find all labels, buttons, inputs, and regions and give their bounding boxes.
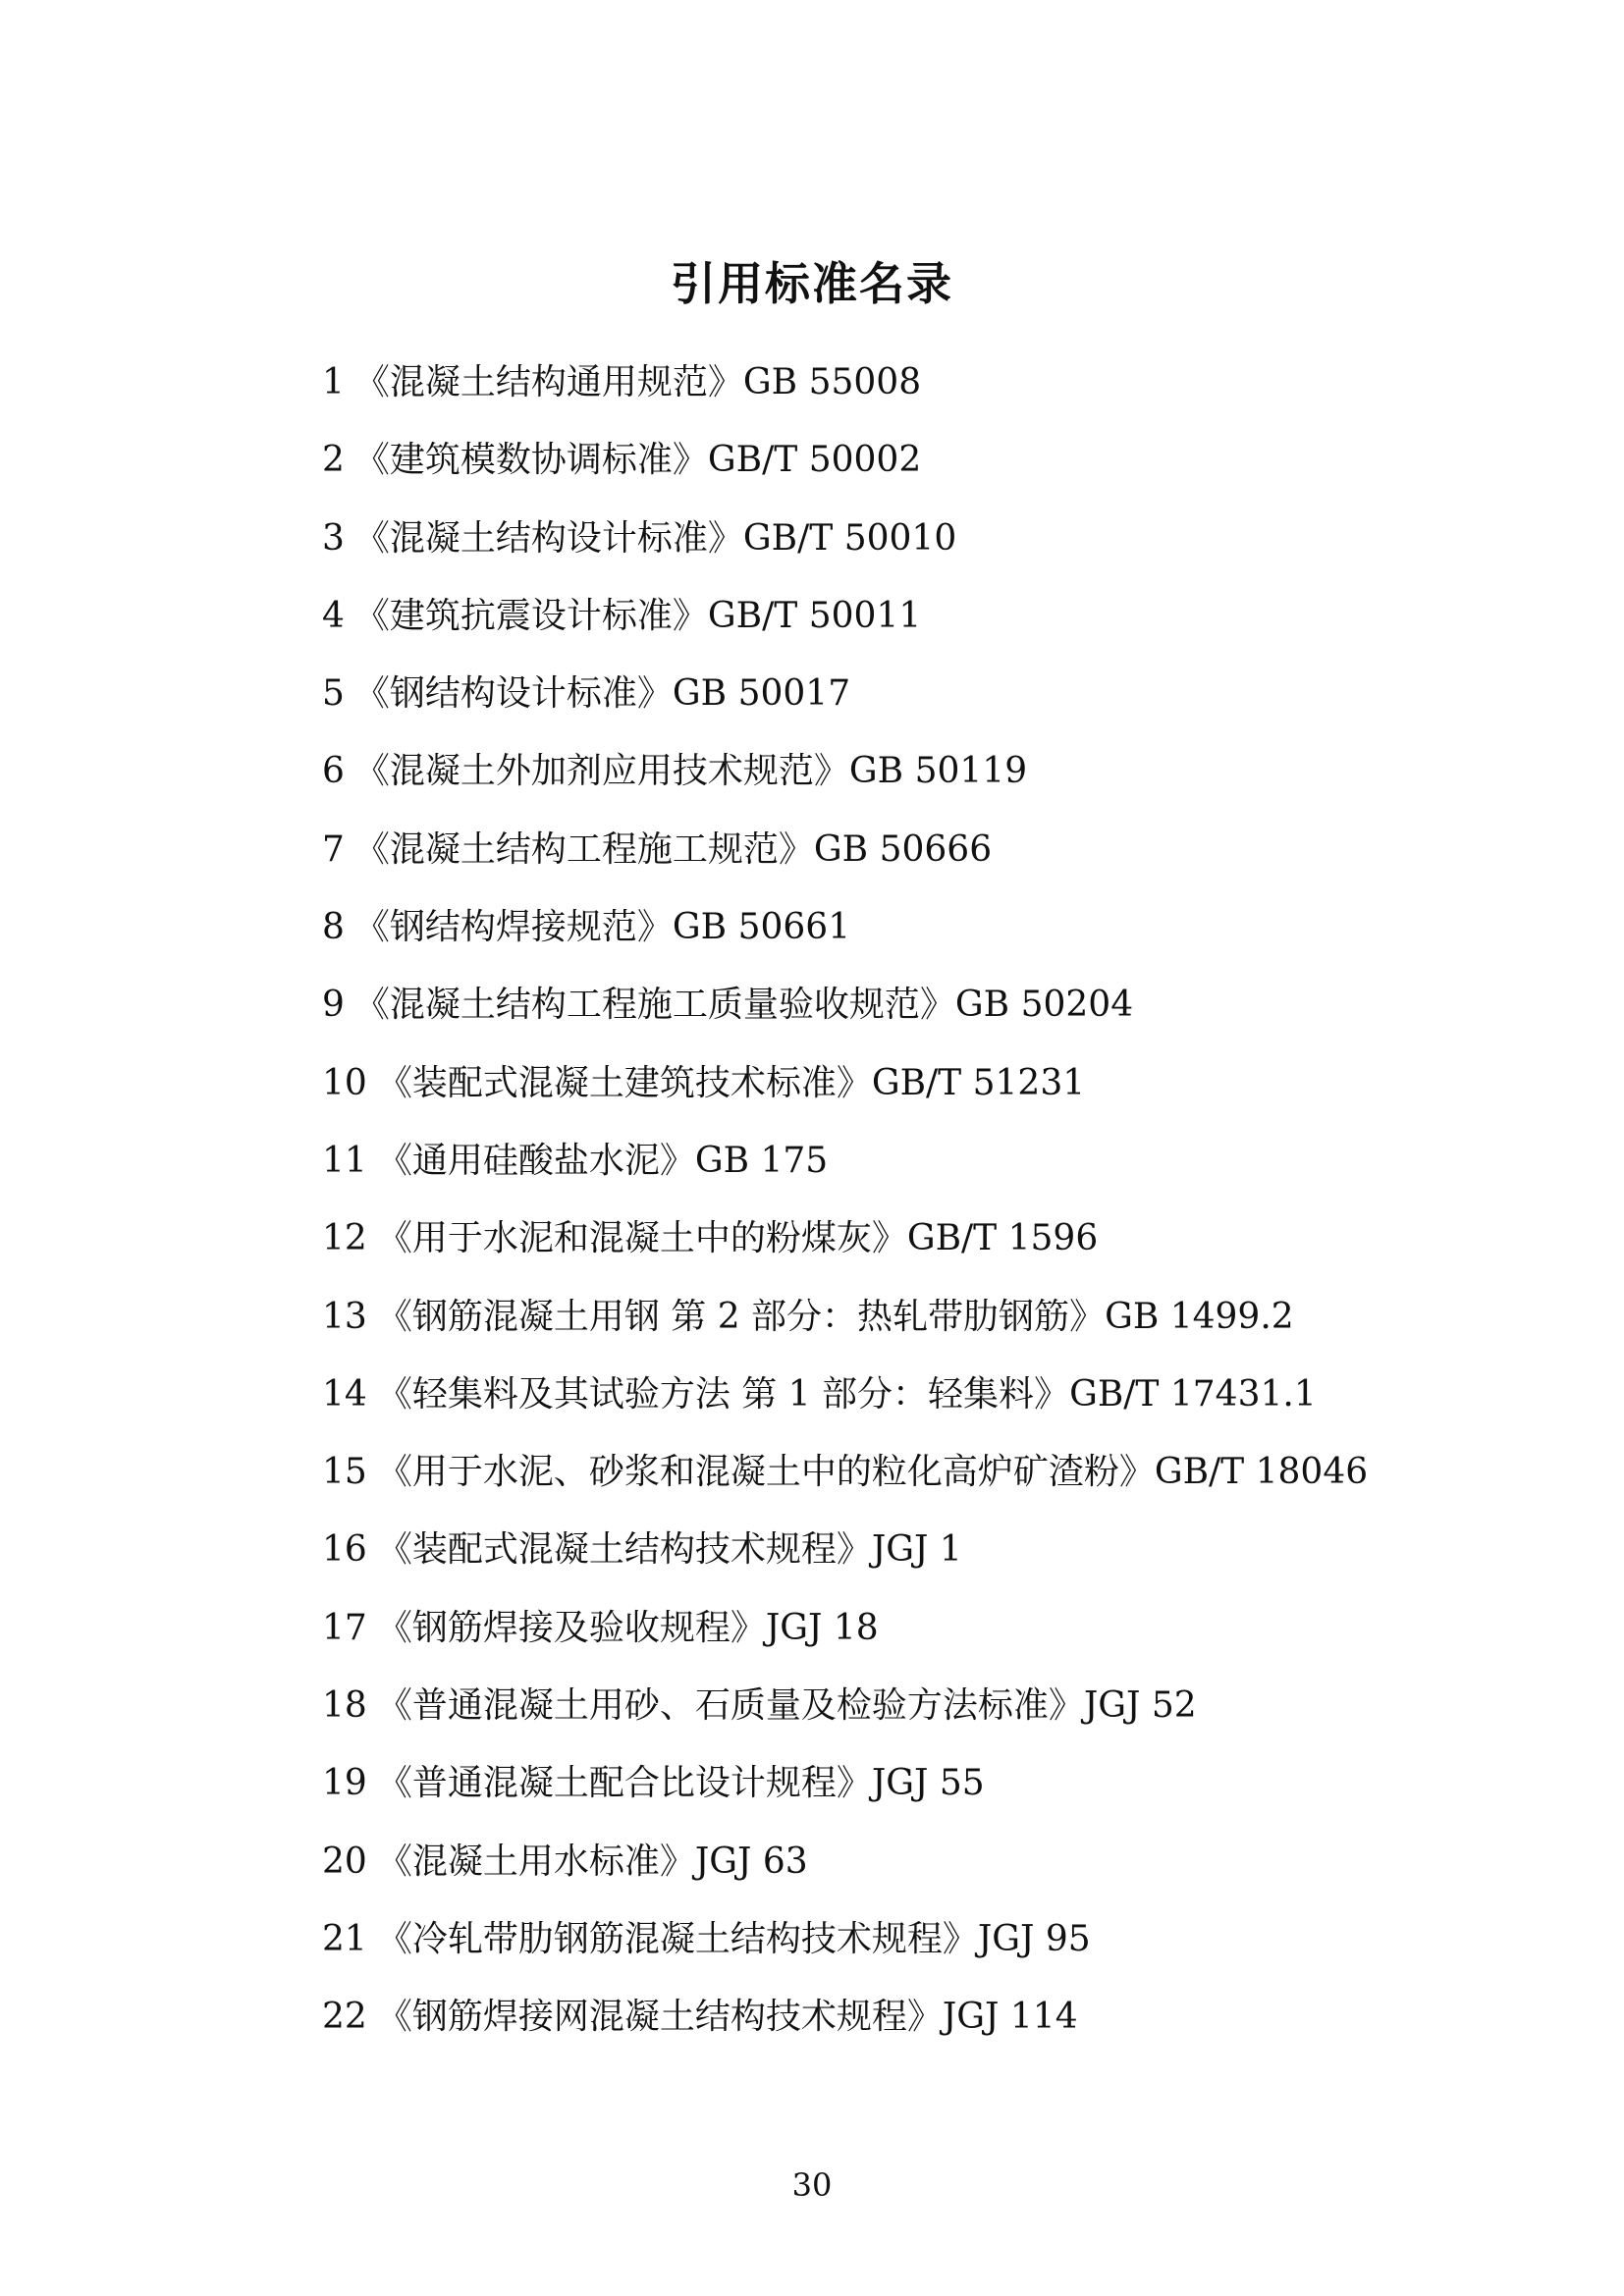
standard-title: 《用于水泥、砂浆和混凝土中的粒化高炉矿渣粉》 (376, 1452, 1155, 1493)
standard-code: GB 50017 (672, 673, 851, 715)
item-number: 17 (322, 1607, 367, 1648)
standard-code: GB/T 50002 (707, 440, 922, 481)
reference-list (322, 357, 1451, 2070)
item-number: 3 (322, 517, 345, 559)
list-item (322, 902, 1451, 980)
list-item (322, 980, 1451, 1057)
list-item (322, 1369, 1451, 1447)
item-number: 15 (322, 1452, 367, 1493)
item-number: 22 (322, 1997, 367, 2038)
standard-code: GB/T 1596 (906, 1218, 1099, 1259)
item-number: 6 (322, 751, 345, 792)
standard-title: 《钢结构设计标准》 (353, 673, 673, 715)
item-number: 2 (322, 440, 345, 481)
standard-title: 《钢结构焊接规范》 (353, 907, 673, 948)
list-item (322, 1524, 1451, 1602)
standard-title: 《轻集料及其试验方法 第 1 部分：轻集料》 (376, 1373, 1070, 1415)
item-number: 19 (322, 1763, 367, 1804)
standard-title: 《混凝土结构工程施工规范》 (353, 828, 814, 870)
list-item (322, 513, 1451, 591)
item-number: 21 (322, 1918, 367, 1959)
standard-title: 《普通混凝土配合比设计规程》 (376, 1763, 872, 1804)
list-item (322, 668, 1451, 746)
page-number: 30 (791, 2166, 833, 2204)
list-item (322, 1603, 1451, 1681)
standard-code: GB 175 (694, 1140, 829, 1181)
standard-code: GB/T 50010 (742, 517, 957, 559)
standard-code: GB/T 18046 (1154, 1452, 1369, 1493)
item-number: 20 (322, 1841, 367, 1882)
list-item (322, 1837, 1451, 1914)
item-number: 13 (322, 1296, 367, 1337)
list-item (322, 1681, 1451, 1758)
item-number: 16 (322, 1529, 367, 1571)
list-item (322, 435, 1451, 512)
standard-title: 《钢筋焊接网混凝土结构技术规程》 (376, 1997, 943, 2038)
standard-code: GB 50661 (672, 907, 851, 948)
item-number: 7 (322, 828, 345, 870)
standard-title: 《混凝土结构设计标准》 (353, 517, 743, 559)
standard-code: GB/T 50011 (707, 595, 922, 636)
standard-code: JGJ 52 (1083, 1685, 1197, 1727)
item-number: 11 (322, 1140, 367, 1181)
standard-code: JGJ 95 (977, 1918, 1091, 1959)
standard-code: GB 55008 (742, 362, 922, 402)
standard-title: 《装配式混凝土建筑技术标准》 (376, 1062, 872, 1103)
standard-title: 《混凝土结构通用规范》 (353, 362, 743, 402)
standard-code: GB/T 51231 (871, 1062, 1086, 1103)
standard-code: JGJ 1 (871, 1529, 962, 1571)
standard-code: JGJ 114 (942, 1997, 1078, 2038)
item-number: 8 (322, 907, 345, 948)
standard-title: 《建筑模数协调标准》 (353, 440, 708, 481)
item-number: 10 (322, 1062, 367, 1103)
standard-title: 《通用硅酸盐水泥》 (376, 1140, 695, 1181)
list-item (322, 1292, 1451, 1369)
standard-code: GB 50204 (954, 985, 1134, 1026)
standard-code: GB/T 17431.1 (1069, 1373, 1317, 1415)
item-number: 9 (322, 985, 345, 1026)
standard-title: 《混凝土结构工程施工质量验收规范》 (353, 985, 955, 1026)
list-item (322, 1758, 1451, 1836)
list-item (322, 1213, 1451, 1291)
list-item (322, 825, 1451, 902)
standard-title: 《装配式混凝土结构技术规程》 (376, 1529, 872, 1571)
standard-title: 《钢筋焊接及验收规程》 (376, 1607, 766, 1648)
standard-title: 《混凝土外加剂应用技术规范》 (353, 751, 849, 792)
list-item (322, 1447, 1451, 1524)
standard-code: GB 50119 (848, 751, 1028, 792)
standard-title: 《用于水泥和混凝土中的粉煤灰》 (376, 1218, 907, 1259)
item-number: 5 (322, 673, 345, 715)
standard-code: JGJ 63 (694, 1841, 808, 1882)
list-item (322, 1058, 1451, 1136)
standard-title: 《冷轧带肋钢筋混凝土结构技术规程》 (376, 1918, 978, 1959)
list-item (322, 1136, 1451, 1213)
item-number: 1 (322, 362, 345, 402)
item-number: 12 (322, 1218, 367, 1259)
page-title: 引用标准名录 (671, 256, 953, 310)
standard-title: 《建筑抗震设计标准》 (353, 595, 708, 636)
standard-title: 《普通混凝土用砂、石质量及检验方法标准》 (376, 1685, 1084, 1727)
standard-code: GB 50666 (813, 828, 993, 870)
list-item (322, 1992, 1451, 2069)
list-item (322, 357, 1451, 435)
list-item (322, 591, 1451, 668)
item-number: 14 (322, 1373, 367, 1415)
standard-title: 《钢筋混凝土用钢 第 2 部分：热轧带肋钢筋》 (376, 1296, 1106, 1337)
list-item (322, 746, 1451, 824)
item-number: 4 (322, 595, 345, 636)
standard-title: 《混凝土用水标准》 (376, 1841, 695, 1882)
item-number: 18 (322, 1685, 367, 1727)
standard-code: JGJ 55 (871, 1763, 985, 1804)
standard-code: JGJ 18 (765, 1607, 879, 1648)
standard-code: GB 1499.2 (1105, 1296, 1294, 1337)
list-item (322, 1914, 1451, 1992)
